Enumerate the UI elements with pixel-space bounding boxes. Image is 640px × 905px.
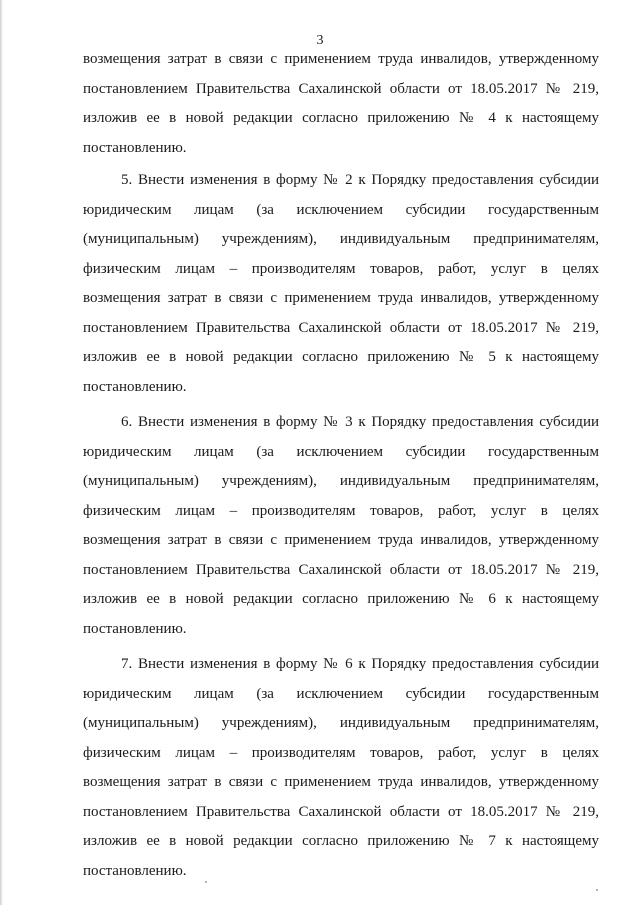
text-line: постановлению. — [83, 378, 187, 395]
text-line: изложив ее в новой редакции согласно приложению № 6 к настоящему — [83, 591, 599, 607]
scan-edge-shadow — [0, 0, 3, 905]
text-line: (муниципальным) учреждениям), индивидуальным предпринимателям, — [83, 715, 599, 731]
text-line: постановлению. — [83, 139, 187, 156]
text-line: юридическим лицам (за исключением субсидии государственным — [83, 201, 599, 218]
text-line: 6. Внести изменения в форму № 3 к Порядку предоставления субсидии — [121, 414, 599, 430]
text-line: возмещения затрат в связи с применением труда инвалидов, утвержденному — [83, 774, 599, 790]
paragraph-item-7 — [83, 650, 599, 886]
text-line: изложив ее в новой редакции согласно приложению № 5 к настоящему — [83, 349, 599, 365]
text-line: постановлением Правительства Сахалинской области от 18.05.2017 № 219, — [83, 319, 599, 336]
paragraph-item-5 — [83, 166, 599, 402]
text-line: физическим лицам – производителям товаров, работ, услуг в целях — [83, 260, 599, 277]
paragraph-item-6 — [83, 408, 599, 644]
text-line: возмещения затрат в связи с применением труда инвалидов, утвержденному — [83, 51, 599, 67]
text-line: изложив ее в новой редакции согласно приложению № 4 к настоящему — [83, 110, 599, 126]
text-line: постановлению. — [83, 862, 187, 879]
text-line: (муниципальным) учреждениям), индивидуальным предпринимателям, — [83, 231, 599, 247]
text-line: физическим лицам – производителям товаров, работ, услуг в целях — [83, 502, 599, 519]
text-line: постановлением Правительства Сахалинской области от 18.05.2017 № 219, — [83, 561, 599, 578]
text-line: возмещения затрат в связи с применением труда инвалидов, утвержденному — [83, 290, 599, 306]
text-line: постановлению. — [83, 620, 187, 637]
paragraph-continuation — [83, 45, 599, 163]
page-number: 3 — [316, 33, 324, 48]
scan-speck — [205, 881, 207, 883]
text-line: 7. Внести изменения в форму № 6 к Порядку предоставления субсидии — [121, 656, 599, 672]
text-line: юридическим лицам (за исключением субсидии государственным — [83, 443, 599, 460]
text-line: физическим лицам – производителям товаров, работ, услуг в целях — [83, 744, 599, 761]
text-line: постановлением Правительства Сахалинской области от 18.05.2017 № 219, — [83, 803, 599, 820]
text-line: возмещения затрат в связи с применением труда инвалидов, утвержденному — [83, 532, 599, 548]
scan-speck — [596, 889, 598, 891]
text-line: изложив ее в новой редакции согласно приложению № 7 к настоящему — [83, 833, 599, 849]
text-line: 5. Внести изменения в форму № 2 к Порядку предоставления субсидии — [121, 172, 599, 188]
text-line: постановлением Правительства Сахалинской области от 18.05.2017 № 219, — [83, 80, 599, 97]
text-line: юридическим лицам (за исключением субсидии государственным — [83, 685, 599, 702]
document-body — [83, 45, 599, 886]
text-line: (муниципальным) учреждениям), индивидуальным предпринимателям, — [83, 473, 599, 489]
